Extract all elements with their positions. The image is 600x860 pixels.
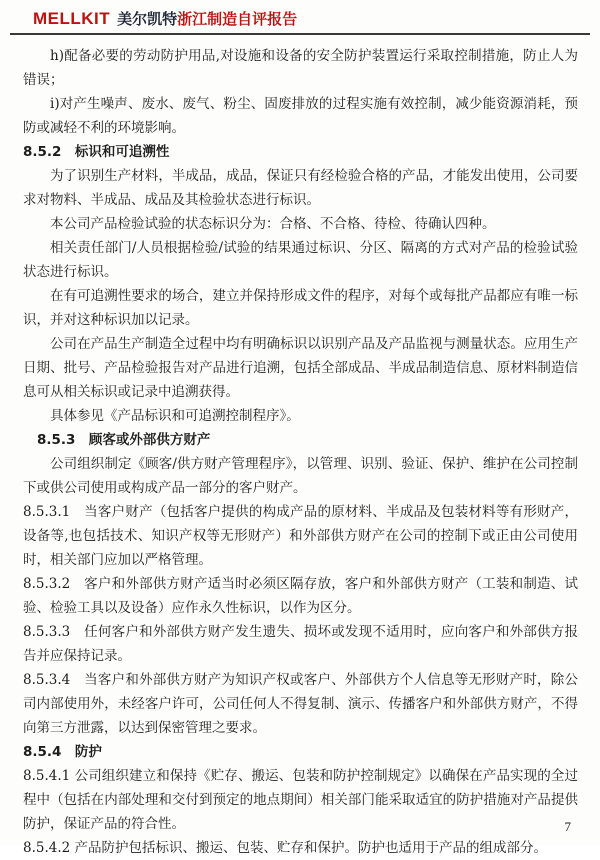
paragraph: 为了识别生产材料，半成品，成品，保证只有经检验合格的产品，才能发出使用，公司要求对物料、半成品、成品及其检验状态进行标识。 — [23, 168, 578, 208]
paragraph: 本公司产品检验试验的状态标识分为：合格、不合格、待检、待确认四种。 — [50, 216, 496, 232]
brand-logo-text: MELLKIT — [33, 9, 111, 28]
paragraph: 具体参见《产品标识和可追溯控制程序》。 — [50, 408, 300, 424]
paragraph: 相关责任部门/人员根据检验/试验的结果通过标识、分区、隔离的方式对产品的检验试验状态进行标识。 — [23, 240, 578, 280]
company-name: 美尔凯特 — [117, 10, 178, 28]
paragraph: 8.5.4.2 产品防护包括标识、搬运、包装、贮存和保护。防护也适用于产品的组成部分。 — [23, 840, 548, 856]
page-header — [10, 6, 590, 35]
section-heading: 8.5.4 防护 — [23, 744, 102, 760]
section-heading: 8.5.2 标识和可追溯性 — [23, 144, 170, 160]
page-number: 7 — [564, 819, 571, 834]
paragraph: 8.5.3.4 当客户和外部供方财产为知识产权或客户、外部供方个人信息等无形财产时，除公司内部使用外，未经客户许可，公司任何人不得复制、演示、传播客户和外部供方财产，不得向第三方泄露，以达到保密管理之要求。 — [23, 672, 578, 736]
paragraph: i)对产生噪声、废水、废气、粉尘、固废排放的过程实施有效控制，减少能资源消耗，预防或减轻不利的环境影响。 — [23, 96, 578, 136]
paragraph: 8.5.3.3 任何客户和外部供方财产发生遗失、损坏或发现不适用时，应向客户和外部供方报告并应保持记录。 — [23, 624, 578, 664]
paragraph: 8.5.4.1 公司组织建立和保持《贮存、搬运、包装和防护控制规定》以确保在产品实现的全过程中（包括在内部处理和交付到预定的地点期间）相关部门能采取适宜的防护措施对产品提供防护，保证产品的符合性。 — [23, 768, 578, 832]
document-body — [23, 44, 578, 860]
paragraph: 8.5.3.2 客户和外部供方财产适当时必须区隔存放，客户和外部供方财产（工装和制造、试验、检验工具以及设备）应作永久性标识，以作为区分。 — [23, 576, 578, 616]
paragraph: h)配备必要的劳动防护用品,对设施和设备的安全防护装置运行采取控制措施，防止人为错误； — [23, 48, 578, 88]
section-heading: 8.5.3 顾客或外部供方财产 — [37, 432, 211, 448]
paragraph: 公司在产品生产制造全过程中均有明确标识以识别产品及产品监视与测量状态。应用生产日期、批号、产品检验报告对产品进行追溯，包括全部成品、半成品制造信息、原材料制造信息可从相关标识或记录中追溯获得。 — [23, 336, 578, 400]
paragraph: 8.5.3.1 当客户财产（包括客户提供的构成产品的原材料、半成品及包装材料等有形财产，设备等,也包括技术、知识产权等无形财产）和外部供方财产在公司的控制下或正由公司使用时，相关部门应加以严格管理。 — [23, 504, 578, 568]
paragraph: 公司组织制定《顾客/供方财产管理程序》，以管理、识别、验证、保护、维护在公司控制下或供公司使用或构成产品一部分的客户财产。 — [23, 456, 578, 496]
paragraph: 在有可追溯性要求的场合，建立并保持形成文件的程序，对每个或每批产品都应有唯一标识，并对这种标识加以记录。 — [23, 288, 578, 328]
report-title: 浙江制造自评报告 — [177, 10, 298, 28]
